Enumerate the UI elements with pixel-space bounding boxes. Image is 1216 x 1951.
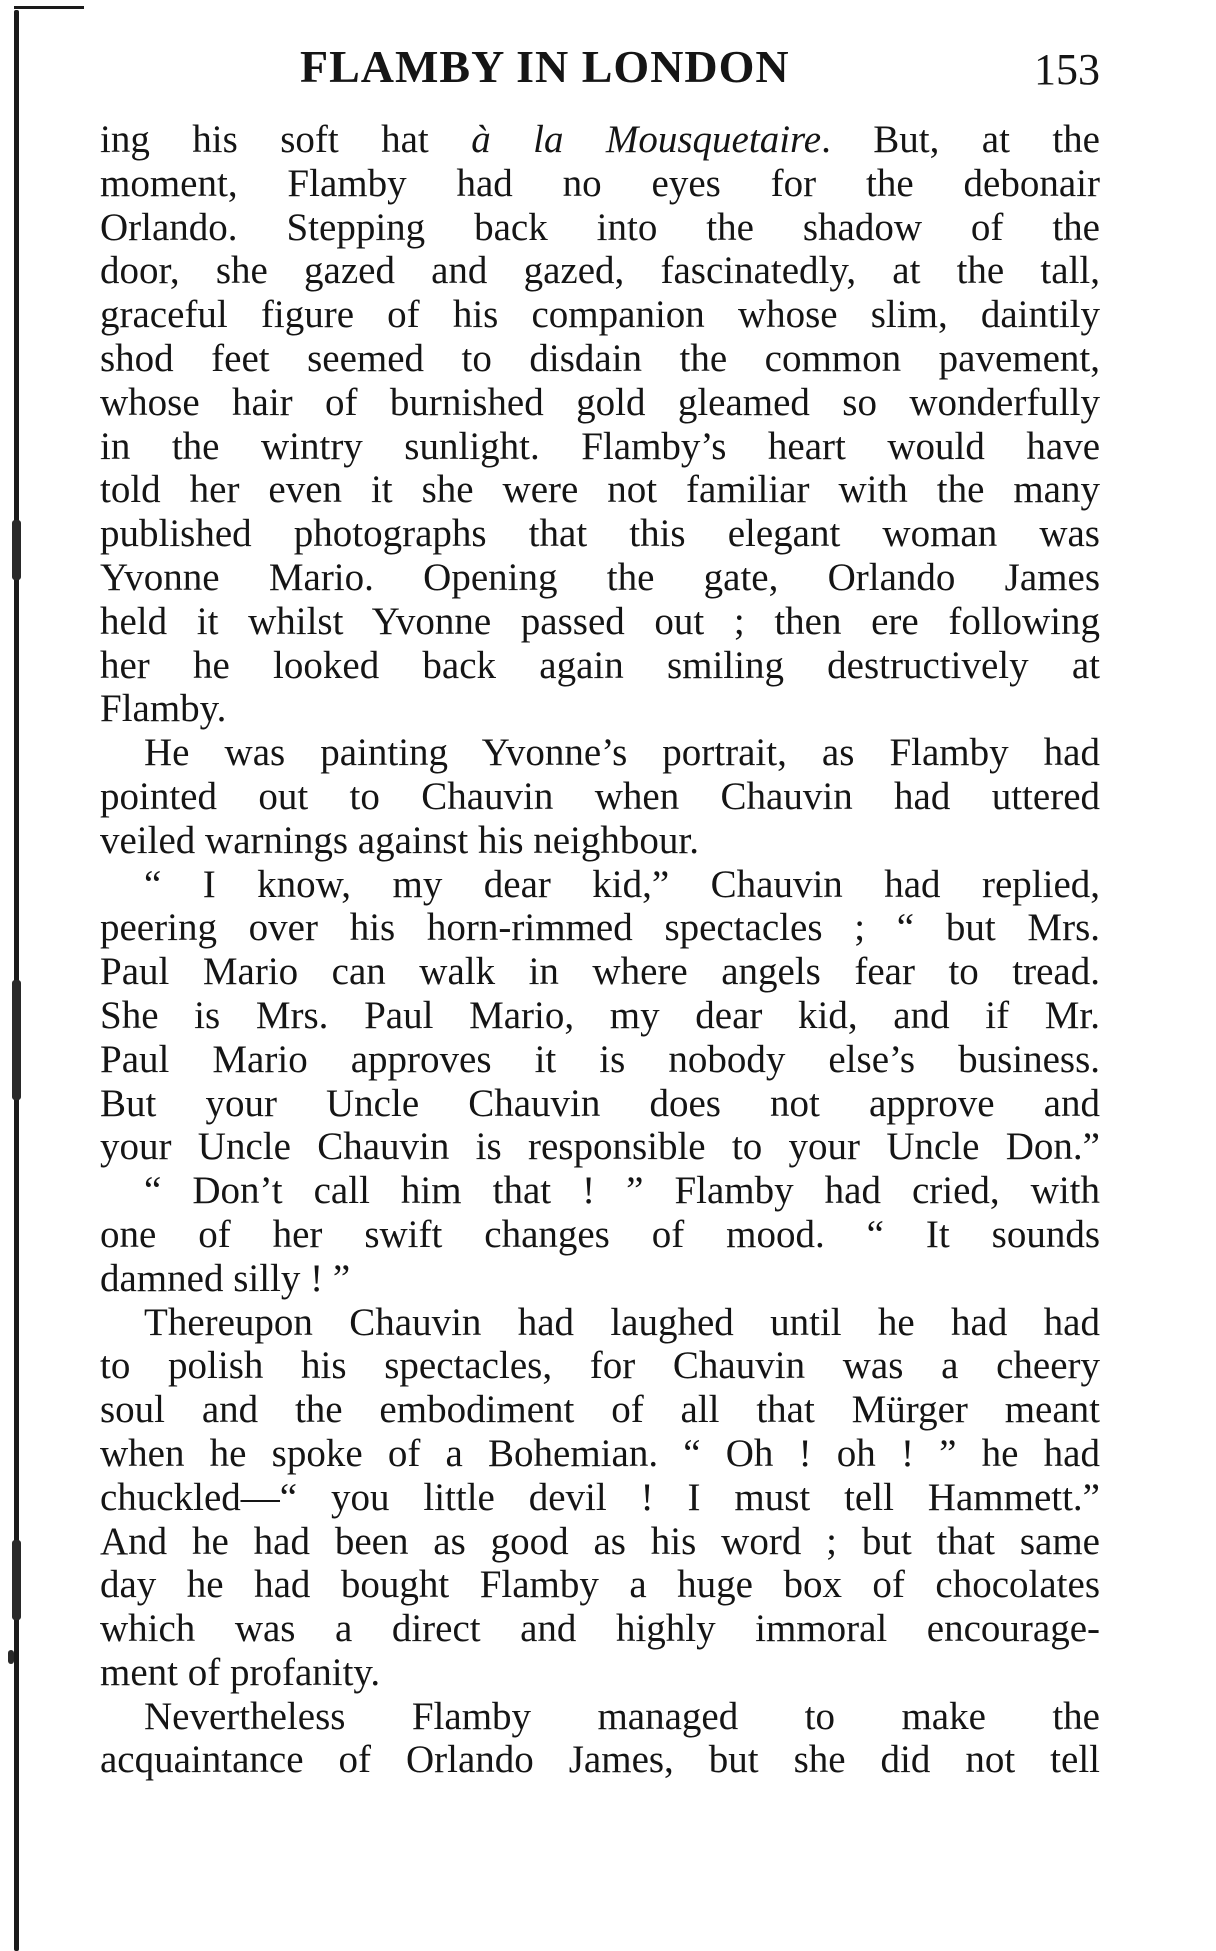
text-line: “ Don’t call him that ! ” Flamby had cried, with <box>144 1169 1100 1213</box>
text-line: acquaintance of Orlando James, but she did not tell <box>100 1738 1100 1782</box>
text-line: chuckled—“ you little devil ! I must tell Hammett.” <box>100 1475 1100 1519</box>
text-line: published photographs that this elegant woman was <box>100 512 1100 556</box>
binding-mark <box>8 1650 14 1664</box>
text-line: held it whilst Yvonne passed out ; then ere following <box>100 599 1100 643</box>
text-line: day he had bought Flamby a huge box of chocolates <box>100 1563 1100 1607</box>
text-line: ment of profanity. <box>100 1650 381 1694</box>
binding-mark <box>12 980 21 1100</box>
text-line: But your Uncle Chauvin does not approve and <box>100 1081 1100 1125</box>
text-line: graceful figure of his companion whose slim, daintily <box>100 293 1100 337</box>
text-line: one of her swift changes of mood. “ It sounds <box>100 1212 1100 1256</box>
text-line: Paul Mario can walk in where angels fear to tread. <box>100 950 1100 994</box>
text-line: soul and the embodiment of all that Mürger meant <box>100 1388 1100 1432</box>
page-header <box>100 40 1100 100</box>
italic-phrase: à la Mousquetaire <box>471 118 822 161</box>
text-line: Paul Mario approves it is nobody else’s business. <box>100 1037 1100 1081</box>
text-line: moment, Flamby had no eyes for the debonair <box>100 161 1100 205</box>
text-line: pointed out to Chauvin when Chauvin had uttered <box>100 774 1100 818</box>
text-line: ing his soft hat à la Mousquetaire. But, at the <box>100 118 1100 161</box>
text-line: damned silly ! ” <box>100 1256 351 1300</box>
text-line: in the wintry sunlight. Flamby’s heart would have <box>100 424 1100 468</box>
text-line: her he looked back again smiling destructively at <box>100 643 1100 687</box>
text-line: whose hair of burnished gold gleamed so wonderfully <box>100 380 1100 424</box>
text-line: when he spoke of a Bohemian. “ Oh ! oh ! ” he had <box>100 1431 1100 1475</box>
text-line: Flamby. <box>100 687 227 731</box>
binding-mark <box>12 520 21 580</box>
text-line: Yvonne Mario. Opening the gate, Orlando James <box>100 555 1100 599</box>
running-title: FLAMBY IN LONDON <box>300 41 790 92</box>
text-line: door, she gazed and gazed, fascinatedly, at the tall, <box>100 249 1100 293</box>
text-line: your Uncle Chauvin is responsible to your Uncle Don.” <box>100 1125 1100 1169</box>
text-line: Thereupon Chauvin had laughed until he had had <box>144 1300 1100 1344</box>
binding-mark <box>12 1540 21 1620</box>
text-line: She is Mrs. Paul Mario, my dear kid, and if Mr. <box>100 993 1100 1037</box>
text-line: shod feet seemed to disdain the common pavement, <box>100 336 1100 380</box>
text-line: peering over his horn-rimmed spectacles ; “ but Mrs. <box>100 906 1100 950</box>
text-line: Orlando. Stepping back into the shadow of the <box>100 205 1100 249</box>
text-line: told her even it she were not familiar with the many <box>100 468 1100 512</box>
text-line: which was a direct and highly immoral encourage- <box>100 1607 1100 1651</box>
binding-edge-tick <box>14 6 84 9</box>
text-line: to polish his spectacles, for Chauvin was a cheery <box>100 1344 1100 1388</box>
text-line: “ I know, my dear kid,” Chauvin had replied, <box>144 862 1100 906</box>
text-line: He was painting Yvonne’s portrait, as Flamby had <box>144 731 1100 775</box>
text-line: Nevertheless Flamby managed to make the <box>144 1694 1100 1738</box>
body-text <box>100 118 1100 1782</box>
page-number: 153 <box>1034 45 1100 94</box>
text-line: veiled warnings against his neighbour. <box>100 818 699 862</box>
text-line: And he had been as good as his word ; but that same <box>100 1519 1100 1563</box>
